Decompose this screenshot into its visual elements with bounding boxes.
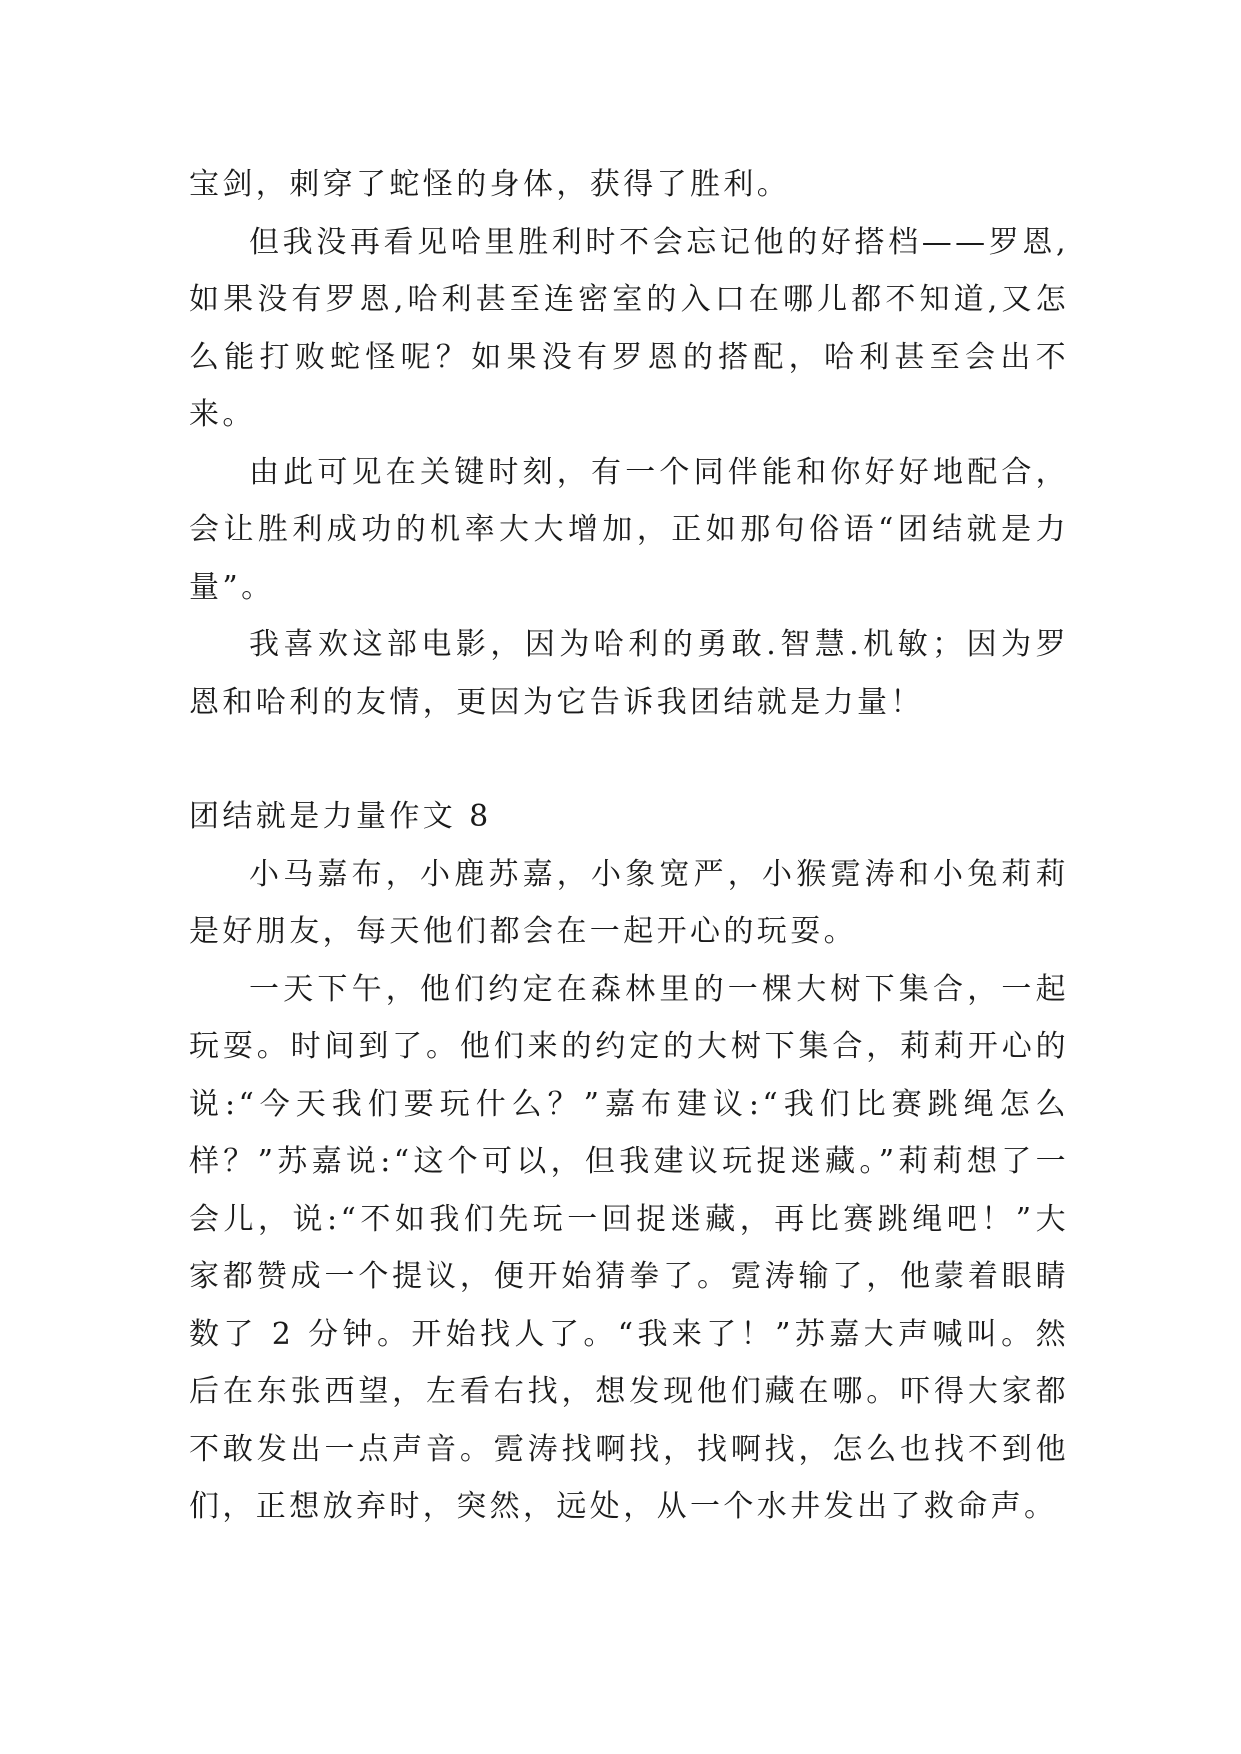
essay-heading: 团结就是力量作文 8 [189,799,492,834]
document-page [189,156,1069,1536]
paragraph-friends: 小马嘉布，小鹿苏嘉，小象宽严，小猴霓涛和小兔莉莉是好朋友，每天他们都会在一起开心的玩耍。 [189,856,1069,949]
paragraph-conclusion: 我喜欢这部电影，因为哈利的勇敢.智慧.机敏；因为罗恩和哈利的友情，更因为它告诉我团结就是力量！ [189,627,1069,720]
paragraph-ron: 但我没再看见哈里胜利时不会忘记他的好搭档——罗恩,如果没有罗恩,哈利甚至连密室的入口在哪儿都不知道,又怎么能打败蛇怪呢？如果没有罗恩的搭配，哈利甚至会出不来。 [189,224,1069,432]
paragraph-story: 一天下午，他们约定在森林里的一棵大树下集合，一起玩耍。时间到了。他们来的约定的大树下集合，莉莉开心的说:“今天我们要玩什么？”嘉布建议:“我们比赛跳绳怎么样？”苏嘉说:“这个可以，但我建议玩捉迷藏。”莉莉想了一会儿，说:“不如我们先玩一回捉迷藏，再比赛跳绳吧！”大家都赞成一个提议，便开始猜拳了。霓涛输了，他蒙着眼睛数了 2 分钟。开始找人了。“我来了！”苏嘉大声喊叫。然后在东张西望，左看右找，想发现他们藏在哪。吓得大家都不敢发出一点声音。霓涛找啊找，找啊找，怎么也找不到他们，正想放弃时，突然，远处，从一个水井发出了救命声。 [189,971,1069,1524]
paragraph-teamwork: 由此可见在关键时刻，有一个同伴能和你好好地配合，会让胜利成功的机率大大增加，正如那句俗语“团结就是力量”。 [189,454,1069,605]
paragraph-continuation: 宝剑，刺穿了蛇怪的身体，获得了胜利。 [189,167,791,202]
